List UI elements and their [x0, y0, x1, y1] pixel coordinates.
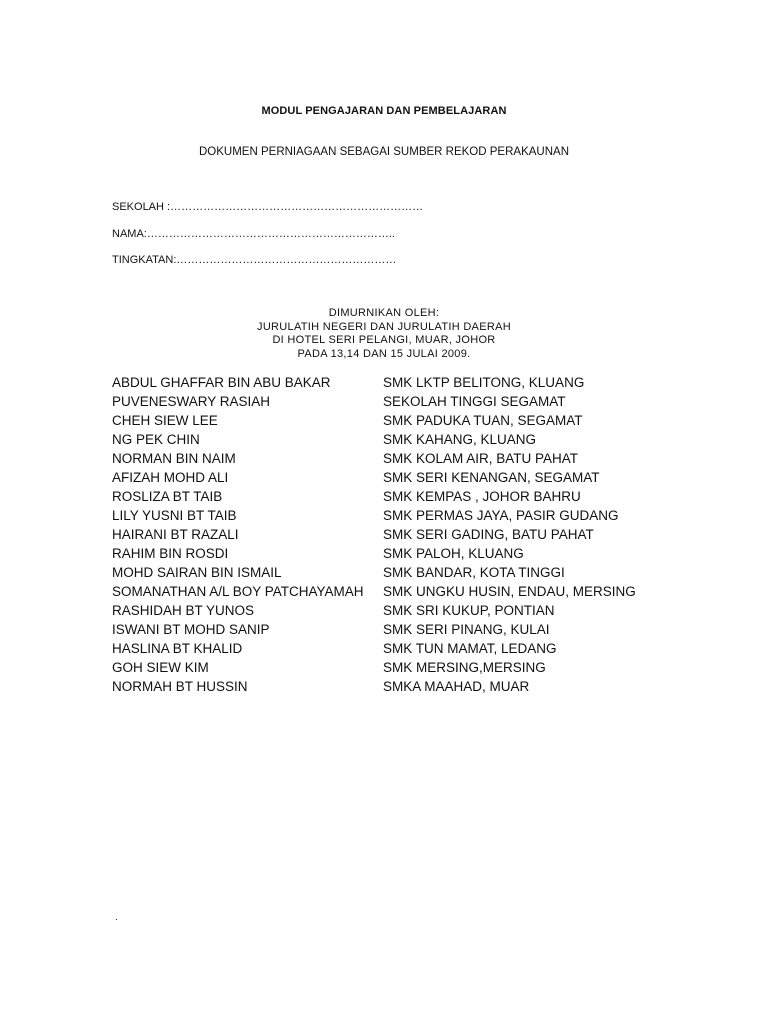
contributor-row	[112, 544, 636, 563]
contributor-school: SMK SRI KUKUP, PONTIAN	[383, 603, 555, 618]
contributor-row	[112, 601, 636, 620]
contributor-list	[112, 373, 636, 696]
contributor-name: NORMAH BT HUSSIN	[112, 679, 248, 694]
credits-heading: DIMURNIKAN OLEH:	[328, 307, 440, 319]
contributor-school: SMK PADUKA TUAN, SEGAMAT	[383, 413, 583, 428]
contributor-school: SMK BANDAR, KOTA TINGGI	[383, 565, 565, 580]
contributor-row	[112, 525, 636, 544]
contributor-school: SMK TUN MAMAT, LEDANG	[383, 641, 557, 656]
contributor-name: LILY YUSNI BT TAIB	[112, 508, 237, 523]
contributor-name: NORMAN BIN NAIM	[112, 451, 236, 466]
contributor-name: HAIRANI BT RAZALI	[112, 527, 239, 542]
contributor-name: ABDUL GHAFFAR BIN ABU BAKAR	[112, 375, 331, 390]
nama-field: NAMA:…………………………………………………………..	[112, 228, 395, 240]
tingkatan-field: TINGKATAN:……………………………………………………	[112, 254, 397, 266]
contributor-name: PUVENESWARY RASIAH	[112, 394, 271, 409]
contributor-row	[112, 506, 636, 525]
contributor-school: SMK KAHANG, KLUANG	[383, 432, 537, 447]
contributor-row	[112, 411, 636, 430]
contributor-name: MOHD SAIRAN BIN ISMAIL	[112, 565, 282, 580]
contributor-school: SEKOLAH TINGGI SEGAMAT	[383, 394, 566, 409]
contributor-row	[112, 487, 636, 506]
contributor-name: GOH SIEW KIM	[112, 660, 209, 675]
credits-date: PADA 13,14 DAN 15 JULAI 2009.	[297, 347, 471, 360]
contributor-row	[112, 620, 636, 639]
contributor-school: SMK PALOH, KLUANG	[383, 546, 524, 561]
contributor-row	[112, 582, 636, 601]
credits-block	[0, 307, 768, 361]
footer-mark: .	[115, 912, 118, 923]
contributor-school: SMK SERI PINANG, KULAI	[383, 622, 550, 637]
contributor-school: SMK PERMAS JAYA, PASIR GUDANG	[383, 508, 619, 523]
contributor-school: SMKA MAAHAD, MUAR	[383, 679, 530, 694]
contributor-school: SMK SERI GADING, BATU PAHAT	[383, 527, 594, 542]
contributor-name: HASLINA BT KHALID	[112, 641, 243, 656]
page-title: MODUL PENGAJARAN DAN PEMBELAJARAN	[261, 105, 507, 117]
contributor-name: ROSLIZA BT TAIB	[112, 489, 223, 504]
contributor-name: SOMANATHAN A/L BOY PATCHAYAMAH	[112, 584, 364, 599]
contributor-name: ISWANI BT MOHD SANIP	[112, 622, 270, 637]
contributor-name: RAHIM BIN ROSDI	[112, 546, 229, 561]
contributor-school: SMK SERI KENANGAN, SEGAMAT	[383, 470, 600, 485]
contributor-row	[112, 373, 636, 392]
contributor-school: SMK MERSING,MERSING	[383, 660, 546, 675]
contributor-row	[112, 468, 636, 487]
contributor-school: SMK UNGKU HUSIN, ENDAU, MERSING	[383, 584, 636, 599]
sekolah-field: SEKOLAH :……………………………………………………………	[112, 201, 424, 213]
credits-trainers: JURULATIH NEGERI DAN JURULATIH DAERAH	[257, 320, 511, 333]
contributor-row	[112, 658, 636, 677]
credits-venue: DI HOTEL SERI PELANGI, MUAR, JOHOR	[272, 334, 496, 346]
contributor-school: SMK LKTP BELITONG, KLUANG	[383, 375, 585, 390]
document-subtitle: DOKUMEN PERNIAGAAN SEBAGAI SUMBER REKOD PERAKAUNAN	[199, 146, 569, 158]
contributor-school: SMK KEMPAS , JOHOR BAHRU	[383, 489, 581, 504]
contributor-name: NG PEK CHIN	[112, 432, 200, 447]
contributor-row	[112, 449, 636, 468]
contributor-row	[112, 563, 636, 582]
contributor-row	[112, 639, 636, 658]
contributor-row	[112, 677, 636, 696]
contributor-row	[112, 392, 636, 411]
contributor-name: AFIZAH MOHD ALI	[112, 470, 229, 485]
contributor-name: CHEH SIEW LEE	[112, 413, 218, 428]
contributor-school: SMK KOLAM AIR, BATU PAHAT	[383, 451, 579, 466]
contributor-row	[112, 430, 636, 449]
contributor-name: RASHIDAH BT YUNOS	[112, 603, 255, 618]
